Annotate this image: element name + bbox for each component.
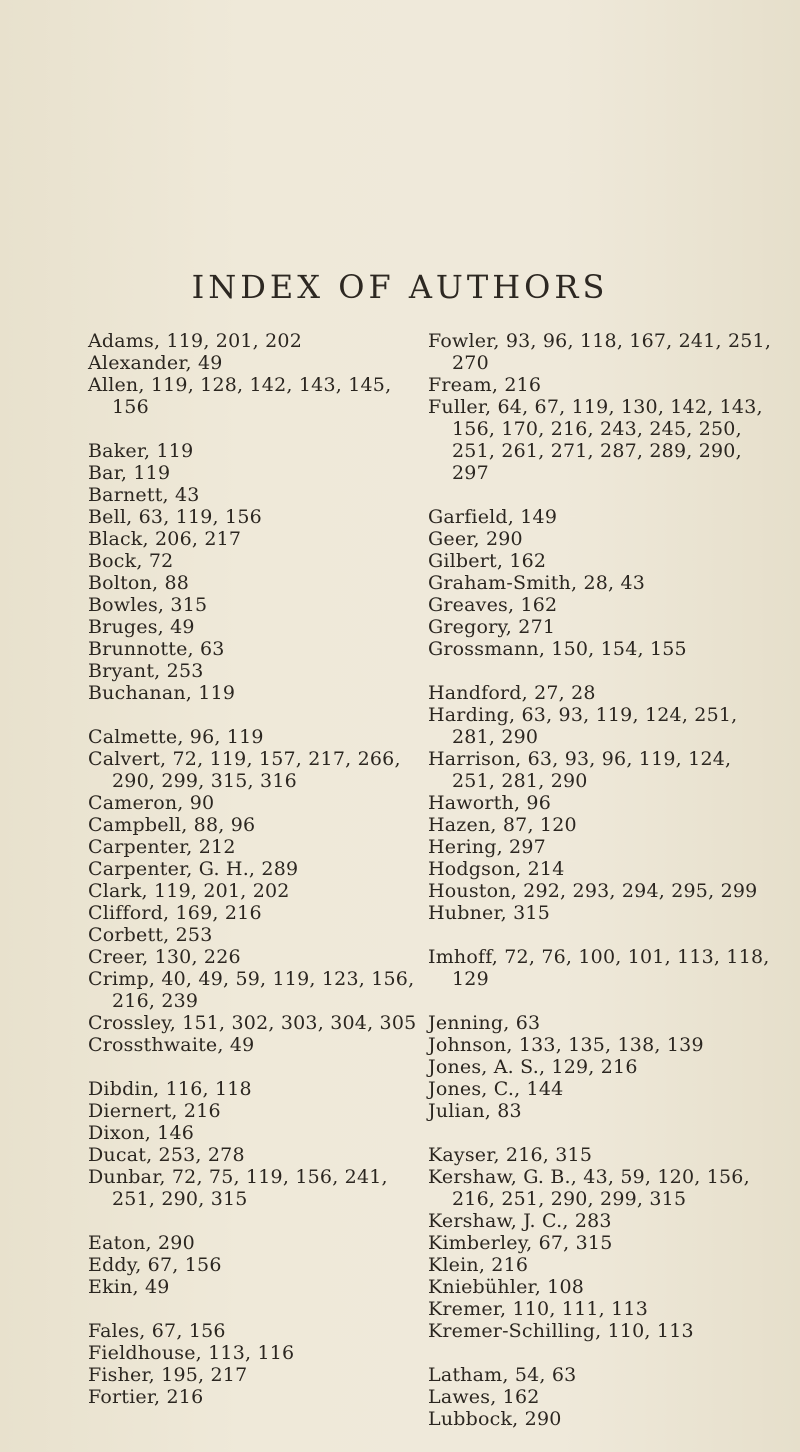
index-entry: Corbett, 253	[88, 924, 213, 946]
index-letter-group	[88, 726, 418, 1056]
index-entry: Kniebühler, 108	[428, 1276, 585, 1298]
index-entry: Cameron, 90	[88, 792, 215, 814]
left-column	[88, 330, 418, 1430]
index-letter-group	[88, 330, 418, 418]
index-entry: Julian, 83	[428, 1100, 522, 1122]
index-entry: Barnett, 43	[88, 484, 200, 506]
index-entry: Adams, 119, 201, 202	[88, 330, 303, 352]
index-entry: Bock, 72	[88, 550, 174, 572]
index-entry: Brunnotte, 63	[88, 638, 225, 660]
index-entry: Creer, 130, 226	[88, 946, 241, 968]
index-entry: Graham-Smith, 28, 43	[428, 572, 646, 594]
index-entry: Jenning, 63	[428, 1012, 541, 1034]
index-entry: Hodgson, 214	[428, 858, 565, 880]
index-entry: Handford, 27, 28	[428, 682, 596, 704]
index-entry: Fales, 67, 156	[88, 1320, 226, 1342]
index-entry: Calmette, 96, 119	[88, 726, 264, 748]
index-entry: Johnson, 133, 135, 138, 139	[428, 1034, 704, 1056]
index-letter-group	[428, 1012, 778, 1122]
index-entry: Harrison, 63, 93, 96, 119, 124, 251, 281, 290	[428, 748, 732, 792]
index-letter-group	[88, 1078, 418, 1210]
index-entry: Hubner, 315	[428, 902, 550, 924]
index-entry: Jones, A. S., 129, 216	[428, 1056, 638, 1078]
index-entry: Fowler, 93, 96, 118, 167, 241, 251, 270	[428, 330, 772, 374]
index-letter-group	[88, 1232, 418, 1298]
index-entry: Fuller, 64, 67, 119, 130, 142, 143, 156, 170, 216, 243, 245, 250, 251, 261, 271, 287, 289, 290, 297	[428, 396, 763, 484]
index-entry: Klein, 216	[428, 1254, 529, 1276]
index-entry: Allen, 119, 128, 142, 143, 145, 156	[88, 374, 392, 418]
index-entry: Carpenter, 212	[88, 836, 236, 858]
index-entry: Hering, 297	[428, 836, 546, 858]
index-entry: Fisher, 195, 217	[88, 1364, 248, 1386]
index-entry: Crossley, 151, 302, 303, 304, 305	[88, 1012, 417, 1034]
index-entry: Harding, 63, 93, 119, 124, 251, 281, 290	[428, 704, 738, 748]
index-entry: Kimberley, 67, 315	[428, 1232, 613, 1254]
index-entry: Grossmann, 150, 154, 155	[428, 638, 687, 660]
index-entry: Imhoff, 72, 76, 100, 101, 113, 118, 129	[428, 946, 770, 990]
page-title: INDEX OF AUTHORS	[191, 268, 609, 306]
index-entry: Bowles, 315	[88, 594, 208, 616]
index-entry: Geer, 290	[428, 528, 523, 550]
index-letter-group	[428, 1144, 778, 1342]
index-entry: Bell, 63, 119, 156	[88, 506, 262, 528]
index-entry: Kershaw, J. C., 283	[428, 1210, 612, 1232]
index-entry: Gilbert, 162	[428, 550, 547, 572]
index-entry: Eaton, 290	[88, 1232, 195, 1254]
index-entry: Bar, 119	[88, 462, 171, 484]
index-entry: Fortier, 216	[88, 1386, 204, 1408]
index-entry: Diernert, 216	[88, 1100, 221, 1122]
index-entry: Fream, 216	[428, 374, 542, 396]
index-entry: Eddy, 67, 156	[88, 1254, 222, 1276]
index-entry: Clark, 119, 201, 202	[88, 880, 290, 902]
index-entry: Kremer-Schilling, 110, 113	[428, 1320, 694, 1342]
index-entry: Lawes, 162	[428, 1386, 540, 1408]
index-entry: Campbell, 88, 96	[88, 814, 256, 836]
right-column	[428, 330, 778, 1452]
index-entry: Jones, C., 144	[428, 1078, 564, 1100]
index-entry: Ducat, 253, 278	[88, 1144, 245, 1166]
index-letter-group	[428, 1364, 778, 1430]
index-letter-group	[428, 330, 778, 484]
index-letter-group	[428, 682, 778, 924]
index-entry: Calvert, 72, 119, 157, 217, 266, 290, 299, 315, 316	[88, 748, 401, 792]
index-entry: Kremer, 110, 111, 113	[428, 1298, 649, 1320]
index-entry: Baker, 119	[88, 440, 194, 462]
index-entry: Bolton, 88	[88, 572, 190, 594]
index-entry: Dunbar, 72, 75, 119, 156, 241, 251, 290, 315	[88, 1166, 388, 1210]
index-entry: Houston, 292, 293, 294, 295, 299	[428, 880, 758, 902]
index-entry: Latham, 54, 63	[428, 1364, 577, 1386]
index-entry: Ekin, 49	[88, 1276, 170, 1298]
index-entry: Garfield, 149	[428, 506, 558, 528]
index-letter-group	[428, 946, 778, 990]
index-entry: Carpenter, G. H., 289	[88, 858, 299, 880]
index-entry: Crimp, 40, 49, 59, 119, 123, 156, 216, 239	[88, 968, 415, 1012]
index-letter-group	[88, 1320, 418, 1408]
index-entry: Bruges, 49	[88, 616, 195, 638]
index-entry: Gregory, 271	[428, 616, 556, 638]
index-entry: Black, 206, 217	[88, 528, 242, 550]
index-entry: Bryant, 253	[88, 660, 204, 682]
index-entry: Lubbock, 290	[428, 1408, 562, 1430]
index-entry: Kayser, 216, 315	[428, 1144, 593, 1166]
index-entry: Haworth, 96	[428, 792, 552, 814]
index-entry: Kershaw, G. B., 43, 59, 120, 156, 216, 251, 290, 299, 315	[428, 1166, 750, 1210]
index-entry: Hazen, 87, 120	[428, 814, 577, 836]
index-entry: Alexander, 49	[88, 352, 223, 374]
index-entry: Greaves, 162	[428, 594, 558, 616]
index-entry: Clifford, 169, 216	[88, 902, 262, 924]
index-entry: Dibdin, 116, 118	[88, 1078, 252, 1100]
index-entry: Fieldhouse, 113, 116	[88, 1342, 295, 1364]
index-entry: Buchanan, 119	[88, 682, 236, 704]
index-letter-group	[88, 440, 418, 704]
index-letter-group	[428, 506, 778, 660]
index-entry: Dixon, 146	[88, 1122, 195, 1144]
index-entry: Crossthwaite, 49	[88, 1034, 255, 1056]
